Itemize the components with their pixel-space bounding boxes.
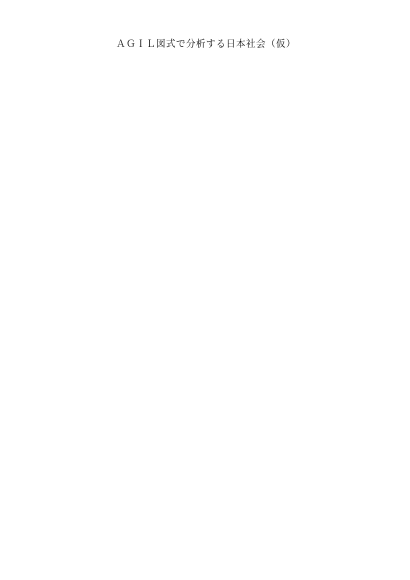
document-title: ＡＧＩＬ図式で分析する日本社会（仮） (115, 39, 296, 50)
paragraph-continued (36, 126, 376, 137)
paragraph-goal-attainment (36, 93, 376, 104)
paragraph-intro (36, 82, 376, 93)
paragraph-latency (36, 115, 376, 126)
document-body (36, 82, 376, 137)
paragraph-integration (36, 104, 376, 115)
author-line (36, 58, 354, 68)
